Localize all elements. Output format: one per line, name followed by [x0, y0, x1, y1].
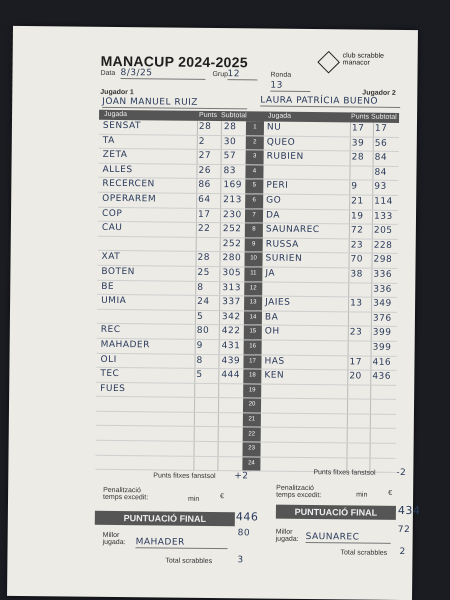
p2-word: RUBIEN: [266, 151, 304, 163]
round-label: Ronda: [270, 71, 292, 79]
p1-final-label: PUNTUACIÓ FINAL: [95, 511, 235, 526]
turn-number: 3: [252, 153, 257, 160]
p2-word: HAS: [264, 356, 285, 367]
turn-number: 11: [250, 270, 257, 277]
p2-min-label: min: [356, 491, 368, 499]
turn-number: 8: [252, 226, 256, 233]
turn-number: 18: [248, 372, 256, 379]
p1-word: XAT: [101, 252, 121, 263]
player1-label: Jugador 1: [100, 88, 134, 97]
p2-points: 70: [350, 254, 364, 265]
p1-points: 24: [197, 296, 210, 308]
turn-number: 20: [248, 401, 256, 408]
p1-points: 17: [197, 209, 211, 220]
p1-points: 86: [198, 180, 211, 191]
p2-subtotal: 349: [373, 298, 392, 310]
p1-jugada-header: Jugada: [104, 110, 128, 119]
p2-points: 38: [350, 269, 363, 280]
turn-number: 19: [248, 387, 256, 394]
p1-word: OPERAREM: [102, 193, 157, 205]
p1-subtotal: 342: [221, 311, 241, 323]
group-label: Grup: [212, 70, 229, 79]
p2-subtotal: 399: [372, 327, 392, 339]
turn-number: 22: [248, 430, 256, 438]
p1-min-label: min: [188, 495, 200, 503]
p1-points: 8: [196, 355, 203, 366]
p1-best-word: MAHADER: [136, 537, 228, 549]
p1-subtotal: 313: [222, 282, 242, 293]
p2-punts-header: Punts: [351, 113, 370, 121]
p1-subtotal: 444: [221, 370, 241, 381]
turn-number: 4: [252, 168, 257, 175]
p1-subtotal: 213: [223, 195, 242, 206]
p1-points: 2: [198, 136, 206, 147]
p2-subtotal: 114: [374, 196, 393, 207]
p1-subtotal: 57: [223, 151, 237, 162]
p1-subtotal: 28: [223, 122, 237, 133]
p1-subtotal: 169: [223, 180, 243, 191]
p1-points: 80: [196, 326, 210, 337]
p2-jugada-header: Jugada: [268, 112, 292, 120]
moves-table: [95, 120, 399, 473]
p1-subtotal: 230: [222, 209, 242, 220]
p2-word: BA: [264, 312, 279, 323]
p2-subtotal: 336: [373, 269, 393, 280]
turn-number: 9: [252, 241, 256, 248]
p2-word: DA: [265, 210, 281, 221]
p1-subtotal: 252: [222, 238, 242, 250]
p1-points: 64: [198, 194, 211, 205]
p2-points: 13: [350, 298, 363, 309]
p1-subtotal-header: Subtotal: [221, 112, 247, 120]
turn-number: 12: [249, 284, 257, 292]
p2-penalty-label: Penalització temps excedit:: [276, 484, 322, 500]
p2-points: 20: [349, 371, 362, 382]
p2-word: SAUNAREC: [265, 224, 320, 236]
p1-euro-label: €: [220, 493, 225, 501]
turn-number: 2: [253, 139, 257, 146]
logo-icon: [317, 51, 340, 74]
turn-number: 24: [248, 460, 255, 467]
p1-penalty-label: Penalització temps excedit:: [103, 486, 149, 502]
p1-word: BE: [101, 281, 115, 292]
p1-subtotal: 280: [222, 253, 242, 264]
p2-points: 9: [351, 181, 358, 192]
p2-subtotal: 84: [374, 152, 388, 164]
p1-best-label: Millor jugada:: [102, 531, 126, 547]
turn-number: 1: [253, 124, 257, 131]
p2-subtotal: 56: [374, 138, 388, 149]
p2-word: NU: [266, 122, 282, 133]
p2-subtotal: 416: [372, 357, 392, 368]
p1-subtotal: 337: [222, 297, 241, 308]
date-value: 8/3/25: [120, 68, 205, 80]
turn-number: 17: [249, 357, 256, 365]
p2-subtotal: 399: [372, 342, 392, 353]
p2-subtotal: 84: [374, 167, 387, 178]
turn-number: 21: [248, 416, 256, 423]
p2-word: PERI: [266, 180, 289, 192]
p2-word: QUEO: [266, 137, 296, 148]
p1-word: SENSAT: [102, 120, 141, 132]
p2-subtotal: 205: [373, 225, 393, 237]
p1-subtotal: 305: [222, 268, 242, 279]
p2-points: 19: [350, 211, 364, 222]
p2-best-label: Millor jugada:: [275, 528, 299, 543]
p1-scrabbles-label: Total scrabbles: [165, 557, 213, 566]
p2-best-points: 72: [397, 524, 411, 536]
group-value: 12: [227, 69, 257, 80]
turn-number: 13: [249, 299, 257, 306]
p2-subtotal: 376: [372, 313, 392, 324]
p1-subtotal: 439: [221, 355, 241, 366]
p2-fixes-label: Punts fitxes fanstsol: [313, 469, 376, 477]
p1-word: ALLES: [102, 164, 133, 175]
p1-word: MAHADER: [100, 339, 150, 351]
turn-number: 6: [252, 197, 256, 204]
p1-word: RECERCEN: [102, 179, 155, 190]
turn-number: 7: [252, 212, 256, 219]
player2-label: Jugador 2: [362, 89, 396, 97]
p2-points: 39: [351, 138, 365, 149]
round-value: 13: [270, 81, 310, 92]
p2-word: JAIES: [265, 297, 291, 308]
p2-subtotal: 336: [373, 284, 392, 295]
p1-points: 9: [196, 340, 203, 351]
p2-word: GO: [266, 195, 282, 206]
p1-word: TA: [102, 135, 115, 146]
p1-best-points: 80: [237, 528, 251, 539]
p1-scrabbles-value: 3: [237, 555, 244, 566]
p1-points: 8: [197, 282, 204, 293]
p2-points: 17: [349, 356, 362, 368]
p2-word: KEN: [264, 370, 285, 381]
p1-subtotal: 83: [223, 165, 236, 177]
p1-word: OLI: [100, 354, 117, 365]
p2-final-label: PUNTUACIÓ FINAL: [276, 505, 396, 520]
p2-euro-label: €: [388, 489, 393, 497]
p2-final-score: 434: [397, 503, 421, 518]
p2-points: 23: [350, 240, 364, 251]
p2-subtotal: 133: [373, 211, 393, 222]
p1-word: TEC: [100, 368, 120, 380]
p2-subtotal: 17: [374, 123, 388, 134]
p2-scrabbles-value: 2: [399, 546, 406, 558]
player2-name: LAURA PATRÍCIA BUENO: [260, 95, 400, 107]
p1-word: CAU: [101, 222, 123, 234]
p1-subtotal: 431: [221, 341, 241, 352]
p1-subtotal: 30: [223, 136, 237, 147]
turn-number: 15: [249, 328, 257, 335]
p1-subtotal: 252: [222, 224, 242, 235]
p1-points: 25: [197, 267, 210, 278]
p1-punts-header: Punts: [199, 111, 218, 120]
p2-fixes-value: -2: [396, 467, 407, 479]
logo-text: club scrabble manacor: [342, 52, 384, 67]
p2-word: SURIEN: [265, 253, 303, 265]
p1-word: FUES: [100, 383, 126, 394]
p2-word: OH: [264, 326, 280, 338]
p1-points: 26: [198, 165, 211, 176]
p1-word: UMIA: [101, 295, 127, 307]
p2-best-word: SAUNAREC: [306, 532, 391, 544]
p1-word: COP: [101, 208, 123, 219]
p2-subtotal: 298: [373, 255, 393, 266]
p2-points: 21: [351, 196, 364, 207]
p2-points: 23: [349, 327, 363, 338]
p2-points: 28: [351, 152, 365, 163]
p1-fixes-value: +2: [234, 471, 249, 482]
p1-word: ZETA: [102, 150, 128, 161]
p1-final-score: 446: [235, 510, 259, 524]
turn-number: 14: [249, 314, 257, 321]
player1-name: JOAN MANUEL RUIZ: [102, 97, 247, 110]
p1-word: BOTEN: [101, 266, 136, 278]
turn-number: 10: [250, 255, 257, 262]
turn-number: 5: [252, 182, 257, 189]
date-label: Data: [100, 69, 116, 77]
sheet-title: MANACUP 2024-2025: [100, 52, 248, 71]
turn-number: 23: [248, 445, 255, 452]
p1-points: 28: [197, 253, 211, 264]
score-sheet: [7, 26, 421, 600]
p1-points: 5: [196, 311, 204, 322]
p2-points: 72: [350, 225, 364, 236]
p1-subtotal: 422: [221, 326, 241, 337]
p2-points: 17: [351, 123, 365, 134]
p1-word: REC: [100, 325, 121, 336]
p1-points: 22: [197, 223, 211, 235]
turn-number: 16: [249, 343, 257, 350]
p2-word: JA: [265, 268, 276, 279]
p1-fixes-label: Punts fitxes fanstsol: [153, 472, 216, 481]
p1-points: 28: [198, 121, 212, 132]
club-logo: [321, 52, 385, 75]
p2-scrabbles-label: Total scrabbles: [340, 549, 388, 557]
p2-word: RUSSA: [265, 239, 299, 250]
p2-subtotal: 228: [373, 240, 393, 251]
p1-points: 27: [198, 151, 212, 162]
p1-points: 5: [196, 369, 203, 380]
p2-subtotal-header: Subtotal: [371, 113, 397, 121]
p2-subtotal: 436: [372, 371, 392, 382]
p2-subtotal: 93: [374, 182, 387, 193]
